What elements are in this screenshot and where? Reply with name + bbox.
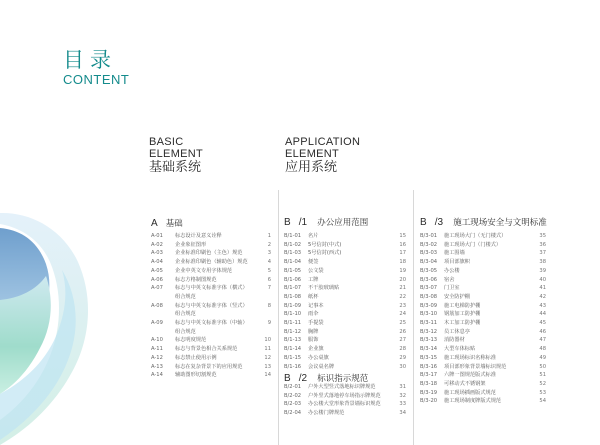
- section-name: 标识指示规范: [317, 374, 369, 384]
- toc-entry-code: A-10: [151, 337, 163, 344]
- toc-entry: [151, 249, 271, 258]
- toc-entry-code: B/1-15: [284, 354, 302, 361]
- toc-entry: [420, 267, 546, 276]
- toc-entry: [151, 241, 271, 250]
- toc-entry-page: 9: [267, 320, 271, 327]
- column-divider: [413, 190, 414, 445]
- toc-entry-code: B/3-03: [420, 250, 438, 257]
- toc-entry: [151, 336, 271, 345]
- toc-entry: [420, 258, 546, 267]
- toc-entry: [284, 267, 406, 276]
- toc-entry: [420, 249, 546, 258]
- toc-entry: [151, 371, 271, 380]
- toc-entry-code: B/1-09: [284, 302, 302, 309]
- toc-entry-code: B/2-02: [284, 392, 302, 399]
- toc-entry-label: 不干胶玻璃贴: [308, 285, 340, 292]
- category-basic-en-line2: ELEMENT: [149, 148, 204, 160]
- toc-entry-code: A-13: [151, 363, 163, 370]
- toc-entry: [420, 345, 546, 354]
- toc-entry-label: 企业标准印刷色（辅助色）规范: [175, 259, 248, 266]
- toc-entry-page: 33: [399, 401, 406, 408]
- toc-entry-page: 47: [539, 337, 546, 344]
- toc-entry-code: B/3-08: [420, 293, 438, 300]
- section-b2-list: [284, 383, 406, 418]
- toc-entry-label: 办公楼门牌规范: [308, 410, 345, 417]
- toc-entry-label: 施工现场标识名称标准: [444, 354, 496, 361]
- toc-entry: [284, 276, 406, 285]
- toc-entry-label: 5号信封(西式): [308, 250, 342, 257]
- toc-entry-code: B/1-08: [284, 293, 302, 300]
- toc-entry-page: 17: [399, 250, 406, 257]
- toc-entry-code: B/1-04: [284, 259, 302, 266]
- toc-entry-page: 19: [399, 267, 406, 274]
- toc-entry-page: 4: [267, 259, 271, 266]
- toc-entry-code: B/3-16: [420, 363, 438, 370]
- toc-entry-page: 51: [539, 372, 546, 379]
- toc-entry-page: 45: [539, 320, 546, 327]
- toc-entry-page: 21: [399, 285, 406, 292]
- toc-entry: [284, 383, 406, 392]
- toc-entry: [420, 319, 546, 328]
- toc-entry-code: B/3-01: [420, 233, 438, 239]
- toc-entry-label: 标志与背景色相合关系规范: [175, 346, 238, 353]
- toc-entry-page: 18: [399, 259, 406, 266]
- toc-entry-code: B/2-04: [284, 410, 302, 417]
- toc-entry-label: 纸杯: [308, 293, 319, 300]
- toc-entry-label: 5号信封(中式): [308, 241, 342, 248]
- toc-entry: [151, 293, 271, 302]
- toc-entry-label: 大型车体标贴: [444, 346, 476, 353]
- toc-entry-label: 安全防护棚: [444, 293, 470, 300]
- toc-entry: [151, 319, 271, 328]
- toc-entry-label: 标志设计及意义诠释: [175, 233, 222, 239]
- toc-entry-page: 34: [399, 410, 406, 417]
- toc-entry-code: A-08: [151, 302, 163, 309]
- toc-entry-label: 组合规范: [175, 293, 196, 300]
- toc-entry-page: 42: [539, 293, 546, 300]
- toc-entry-page: 22: [399, 293, 406, 300]
- toc-entry: [284, 354, 406, 363]
- toc-entry-code: B/1-11: [284, 320, 302, 327]
- toc-entry-code: B/1-12: [284, 328, 302, 335]
- toc-entry-label: 标志方格制图规范: [175, 276, 217, 283]
- toc-entry: [151, 328, 271, 337]
- toc-entry: [420, 397, 546, 406]
- toc-entry-code: B/3-06: [420, 276, 438, 283]
- toc-entry-page: 5: [267, 267, 271, 274]
- toc-entry-page: 7: [267, 285, 271, 292]
- toc-entry-label: 工牌: [308, 276, 319, 283]
- toc-entry-label: 企业标准印刷色（主色）规范: [175, 250, 243, 257]
- toc-entry-code: B/1-05: [284, 267, 302, 274]
- toc-entry-label: 员工休息亭: [444, 328, 470, 335]
- toc-entry: [420, 328, 546, 337]
- toc-entry: [151, 354, 271, 363]
- toc-entry: [420, 293, 546, 302]
- toc-entry: [284, 293, 406, 302]
- toc-entry: [284, 336, 406, 345]
- toc-entry-code: A-11: [151, 346, 163, 353]
- page-subtitle: CONTENT: [63, 72, 130, 87]
- toc-entry: [284, 319, 406, 328]
- toc-entry-label: 胸牌: [308, 328, 319, 335]
- toc-entry-page: 23: [399, 302, 406, 309]
- toc-entry-code: B/1-06: [284, 276, 302, 283]
- toc-entry-label: 公文袋: [308, 267, 324, 274]
- toc-entry-label: 六牌一图规范版式标准: [444, 372, 496, 379]
- toc-entry-code: B/3-05: [420, 267, 438, 274]
- toc-entry-page: 39: [539, 267, 546, 274]
- toc-entry-page: 3: [267, 250, 271, 257]
- toc-entry-code: B/3-18: [420, 380, 438, 387]
- toc-entry: [420, 389, 546, 398]
- toc-entry-code: B/1-16: [284, 363, 302, 370]
- toc-entry-label: 手提袋: [308, 320, 324, 327]
- toc-entry: [151, 310, 271, 319]
- toc-entry-code: B/1-14: [284, 346, 302, 353]
- toc-entry-page: 13: [264, 363, 271, 370]
- toc-entry-label: 企业象征图形: [175, 241, 207, 248]
- category-basic-en-line1: BASIC: [149, 136, 184, 148]
- toc-entry: [151, 267, 271, 276]
- toc-entry-label: 办公桌旗: [308, 354, 329, 361]
- toc-entry: [420, 284, 546, 293]
- toc-entry: [151, 284, 271, 293]
- toc-entry-code: A-14: [151, 372, 163, 379]
- toc-entry-page: 24: [399, 311, 406, 318]
- toc-entry-label: 施工现场大门（门楼式）: [444, 241, 502, 248]
- toc-entry-page: 36: [539, 241, 546, 248]
- toc-entry: [420, 241, 546, 250]
- toc-entry: [284, 409, 406, 418]
- toc-entry-page: 11: [264, 346, 271, 353]
- toc-entry-code: B/1-13: [284, 337, 302, 344]
- toc-entry-page: 10: [264, 337, 271, 344]
- toc-entry-code: A-04: [151, 259, 163, 266]
- toc-entry: [420, 336, 546, 345]
- toc-entry-code: B/3-19: [420, 389, 438, 396]
- toc-entry-code: B/3-20: [420, 398, 438, 405]
- toc-entry-code: A-05: [151, 267, 163, 274]
- toc-entry-page: 26: [399, 328, 406, 335]
- toc-entry: [420, 232, 546, 241]
- toc-entry-page: 53: [539, 389, 546, 396]
- section-b3-list: [420, 232, 546, 406]
- toc-entry-code: A-01: [151, 233, 163, 239]
- toc-entry-code: B/3-12: [420, 328, 438, 335]
- toc-entry: [284, 392, 406, 401]
- toc-entry-label: 服饰: [308, 337, 319, 344]
- toc-entry-code: B/3-02: [420, 241, 438, 248]
- toc-entry-label: 宿舍: [444, 276, 455, 283]
- toc-entry: [151, 258, 271, 267]
- toc-entry-page: 1: [267, 233, 271, 239]
- category-basic: [149, 136, 203, 176]
- toc-entry: [420, 380, 546, 389]
- toc-entry-label: 施工围墙: [444, 250, 465, 257]
- toc-entry-label: 会议桌名牌: [308, 363, 334, 370]
- toc-entry: [284, 284, 406, 293]
- toc-entry-label: 标志明度规范: [175, 337, 207, 344]
- category-application-en-line2: ELEMENT: [285, 148, 340, 160]
- toc-entry-page: 15: [399, 233, 406, 239]
- toc-entry-label: 组合规范: [175, 311, 196, 318]
- toc-entry-label: 企业旗: [308, 346, 324, 353]
- section-letter: B: [284, 373, 291, 384]
- toc-entry-page: 20: [399, 276, 406, 283]
- toc-entry-page: 49: [539, 354, 546, 361]
- toc-entry-label: 雨伞: [308, 311, 319, 318]
- toc-entry-label: 标志与中英文标准字体（横式）: [175, 285, 248, 292]
- toc-entry: [420, 276, 546, 285]
- toc-entry-code: B/1-02: [284, 241, 302, 248]
- toc-entry: [151, 302, 271, 311]
- toc-entry: [420, 310, 546, 319]
- toc-entry-label: 企业中英文专用字体规范: [175, 267, 233, 274]
- toc-entry-page: 8: [267, 302, 271, 309]
- toc-entry-page: 25: [399, 320, 406, 327]
- toc-entry: [284, 241, 406, 250]
- toc-entry-page: 48: [539, 346, 546, 353]
- toc-entry: [284, 258, 406, 267]
- toc-entry-code: A-06: [151, 276, 163, 283]
- toc-entry-page: 32: [399, 392, 406, 399]
- toc-entry: [284, 345, 406, 354]
- toc-entry: [420, 371, 546, 380]
- toc-entry: [420, 363, 546, 372]
- toc-entry-label: 便签: [308, 259, 319, 266]
- toc-entry-label: 名片: [308, 233, 319, 239]
- toc-entry-label: 消防器材: [444, 337, 465, 344]
- toc-entry: [151, 345, 271, 354]
- toc-entry-code: A-12: [151, 354, 163, 361]
- section-number: /1: [298, 217, 308, 228]
- toc-entry-code: B/1-10: [284, 311, 302, 318]
- toc-entry-code: A-02: [151, 241, 163, 248]
- toc-entry-code: B/2-01: [284, 384, 302, 390]
- toc-entry-page: 35: [539, 233, 546, 239]
- section-name: 施工现场安全与文明标准: [453, 218, 547, 228]
- column-divider: [278, 190, 279, 445]
- section-number: /3: [434, 217, 444, 228]
- toc-entry-code: B/3-13: [420, 337, 438, 344]
- toc-entry-label: 户外竖式落地停车场指示牌规范: [308, 392, 381, 399]
- toc-entry-page: 29: [399, 354, 406, 361]
- toc-entry-label: 施工现场大门（无门楼式）: [444, 233, 507, 239]
- toc-entry-label: 标志禁止使用示例: [175, 354, 217, 361]
- toc-entry-code: B/3-17: [420, 372, 438, 379]
- toc-entry-label: 钢筋加工防护棚: [444, 311, 481, 318]
- toc-entry-page: 16: [399, 241, 406, 248]
- toc-entry-page: 46: [539, 328, 546, 335]
- toc-entry-label: 办公楼大堂形象背景墙标识规范: [308, 401, 381, 408]
- category-application-en-line1: APPLICATION: [285, 136, 361, 148]
- toc-entry-code: B/3-10: [420, 311, 438, 318]
- toc-entry-page: 54: [539, 398, 546, 405]
- toc-entry-page: 52: [539, 380, 546, 387]
- toc-entry: [284, 310, 406, 319]
- toc-entry-page: 28: [399, 346, 406, 353]
- toc-entry-code: B/3-09: [420, 302, 438, 309]
- toc-entry: [420, 354, 546, 363]
- section-name: 办公应用范围: [317, 218, 369, 228]
- toc-entry: [151, 276, 271, 285]
- toc-entry-code: B/3-11: [420, 320, 438, 327]
- toc-entry: [284, 400, 406, 409]
- toc-entry-label: 门卫室: [444, 285, 460, 292]
- toc-entry-label: 项目部形象背景墙标识规范: [444, 363, 507, 370]
- toc-entry-label: 办公楼: [444, 267, 460, 274]
- category-basic-cn: 基础系统: [149, 160, 202, 175]
- toc-entry-code: B/3-04: [420, 259, 438, 266]
- category-application-cn: 应用系统: [285, 160, 338, 175]
- toc-entry-label: 标志在复杂背景下的应用规范: [175, 363, 243, 370]
- toc-entry-page: 12: [264, 354, 271, 361]
- section-b3-heading: [420, 210, 547, 229]
- toc-entry-page: 30: [399, 363, 406, 370]
- section-a-list: [151, 232, 271, 380]
- toc-entry-code: A-03: [151, 250, 163, 257]
- toc-entry-page: 37: [539, 250, 546, 257]
- toc-entry-page: 43: [539, 302, 546, 309]
- toc-entry-label: 户外大型竖式落地标识牌规范: [308, 384, 376, 390]
- page-title: 目录: [63, 48, 117, 72]
- category-application: [285, 136, 360, 176]
- toc-entry-label: 标志与中英文标准字体（竖式）: [175, 302, 248, 309]
- toc-entry-code: B/3-14: [420, 346, 438, 353]
- toc-entry-code: B/1-07: [284, 285, 302, 292]
- toc-entry: [284, 232, 406, 241]
- section-letter: A: [151, 218, 158, 229]
- toc-entry-page: 41: [539, 285, 546, 292]
- toc-entry-page: 27: [399, 337, 406, 344]
- toc-entry-label: 记事本: [308, 302, 324, 309]
- toc-entry: [151, 232, 271, 241]
- toc-entry-label: 施工现场插画版式规范: [444, 389, 496, 396]
- toc-entry-label: 辅助图形切割规范: [175, 372, 217, 379]
- toc-entry-page: 40: [539, 276, 546, 283]
- toc-entry-code: B/3-15: [420, 354, 438, 361]
- toc-entry: [284, 328, 406, 337]
- toc-entry-label: 施工电梯防护棚: [444, 302, 481, 309]
- toc-entry-page: 6: [267, 276, 271, 283]
- toc-entry-code: B/1-03: [284, 250, 302, 257]
- toc-entry: [284, 302, 406, 311]
- toc-entry-code: A-09: [151, 320, 163, 327]
- toc-entry-page: 50: [539, 363, 546, 370]
- section-b1-heading: [284, 210, 368, 229]
- toc-entry-label: 可移动式不锈钢架: [444, 380, 486, 387]
- toc-entry-label: 组合规范: [175, 328, 196, 335]
- toc-entry-code: A-07: [151, 285, 163, 292]
- section-name: 基础: [165, 219, 183, 229]
- section-a-heading: [151, 211, 183, 230]
- toc-entry-label: 项目部旗帜: [444, 259, 470, 266]
- toc-entry-page: 14: [264, 372, 271, 379]
- toc-entry-code: B/1-01: [284, 233, 302, 239]
- toc-entry-label: 施工现场制度牌版式规范: [444, 398, 502, 405]
- toc-entry-code: B/3-07: [420, 285, 438, 292]
- toc-entry: [284, 249, 406, 258]
- section-letter: B: [284, 217, 291, 228]
- toc-entry-page: 44: [539, 311, 546, 318]
- toc-entry: [420, 302, 546, 311]
- toc-entry-page: 38: [539, 259, 546, 266]
- toc-entry-label: 标志与中英文标准字体（中轴）: [175, 320, 248, 327]
- toc-entry-page: 2: [267, 241, 271, 248]
- section-letter: B: [420, 217, 427, 228]
- section-b1-list: [284, 232, 406, 371]
- toc-entry-page: 31: [399, 384, 406, 390]
- section-number: /2: [298, 373, 308, 384]
- toc-entry-code: B/2-03: [284, 401, 302, 408]
- toc-entry-label: 木工加工防护棚: [444, 320, 481, 327]
- toc-entry: [151, 363, 271, 372]
